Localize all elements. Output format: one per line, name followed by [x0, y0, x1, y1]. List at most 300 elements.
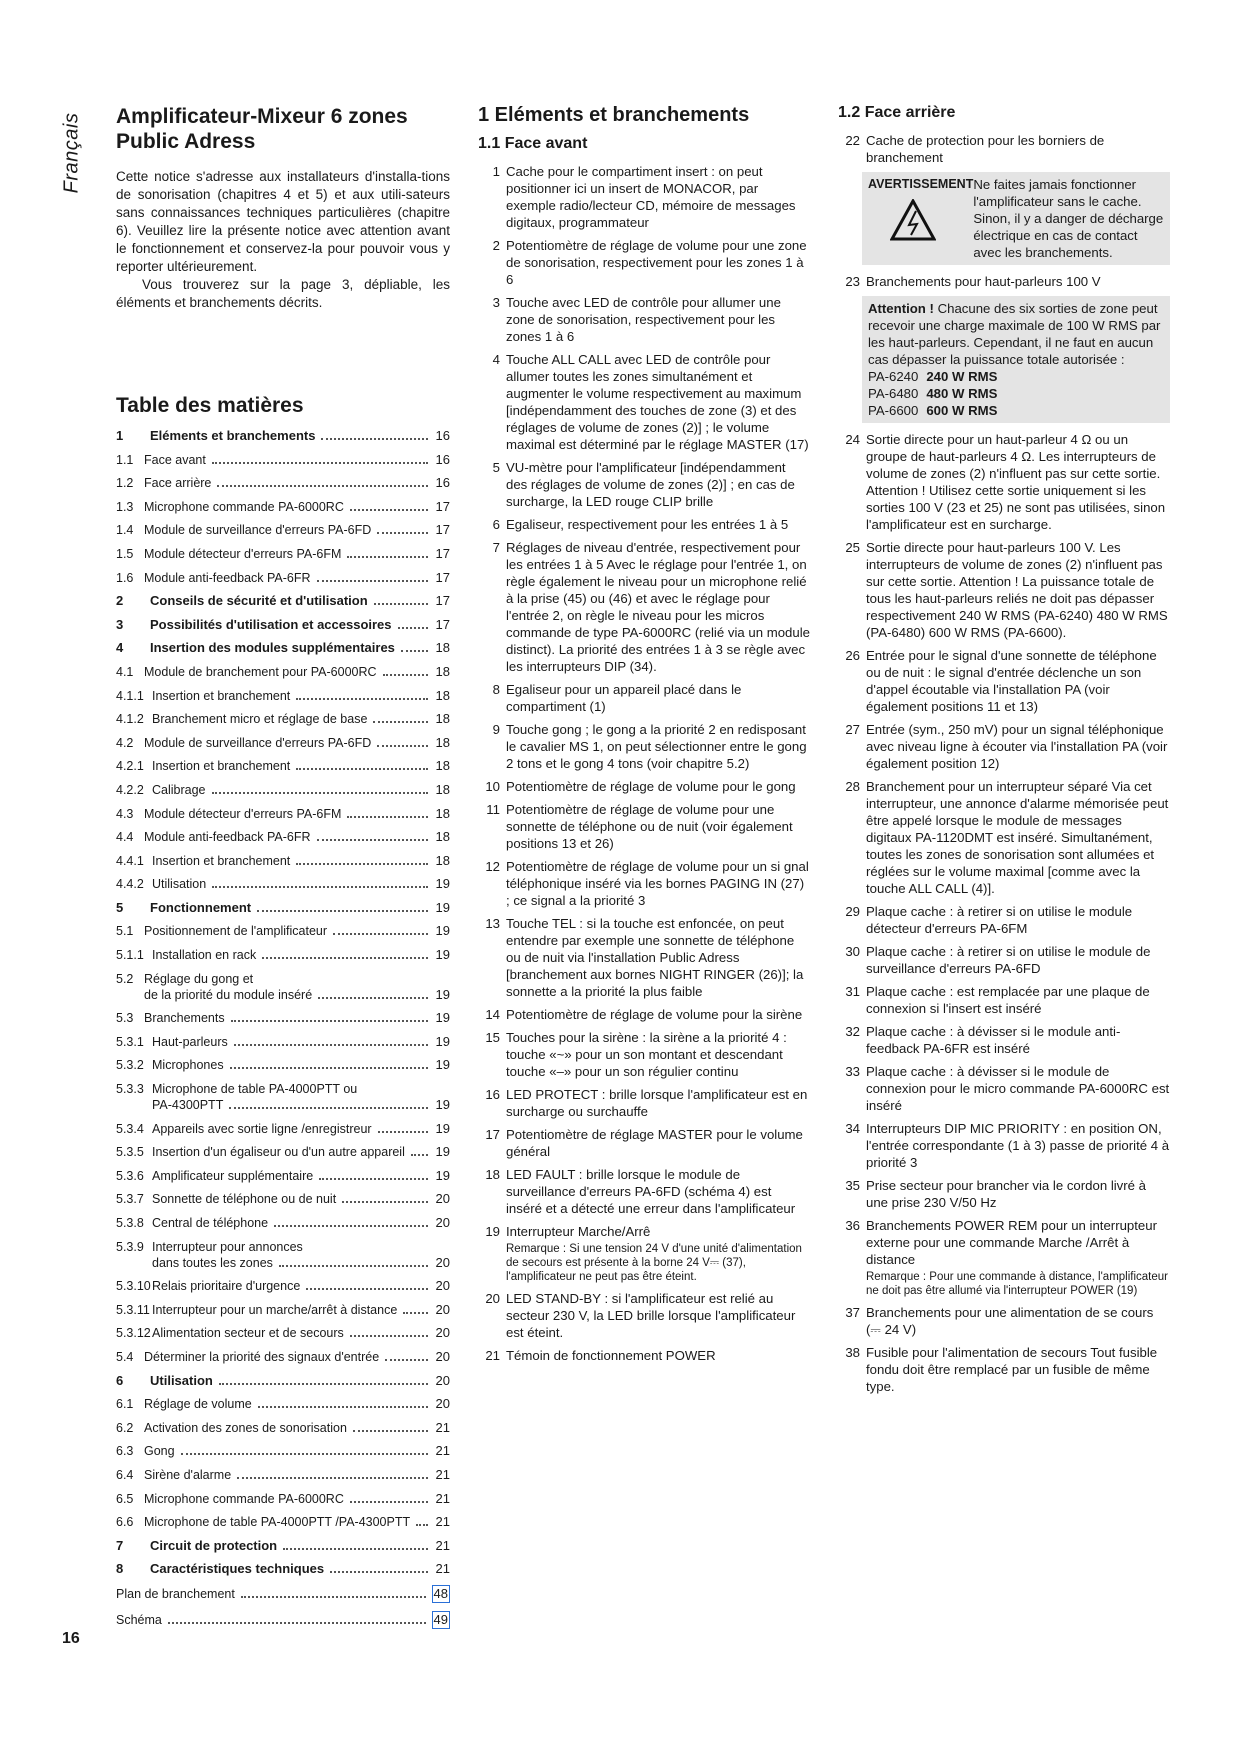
- toc-leader: [350, 509, 428, 511]
- item-body: Potentiomètre de réglage de volume pour une sonnette de téléphone ou de nuit (voir également positions 13 et 26): [506, 802, 793, 851]
- toc-entry-line: [116, 987, 450, 1003]
- toc-num: 1.4: [116, 523, 134, 538]
- list-item: [478, 1223, 810, 1284]
- toc-row: [116, 1034, 450, 1050]
- item-body: Touches pour la sirène : la sirène a la priorité 4 : touche «~» pour un son montant et descendant touche «–» pour un son régulier continu: [506, 1030, 787, 1079]
- list-item: [478, 915, 810, 1000]
- toc-num: 5.3.6: [116, 1168, 144, 1183]
- list-item: [838, 983, 1170, 1017]
- attention-text: Chacune des six sorties de zone peut recevoir une charge maximale de 100 W RMS par les haut-parleurs. Cependant, il ne faut en aucun cas dépasser la puissance totale autorisée :: [868, 301, 1161, 367]
- item-text: [506, 778, 810, 795]
- toc-text: de la priorité du module inséré: [144, 987, 313, 1002]
- list-item: [478, 1086, 810, 1120]
- item-body: Fusible pour l'alimentation de secours Tout fusible fondu doit être remplacé par un fusible de même type.: [866, 1345, 1158, 1394]
- toc-num: 5.3.4: [116, 1121, 144, 1136]
- toc-leader: [237, 1477, 428, 1479]
- toc-text: Utilisation: [150, 1372, 213, 1388]
- item-text: [866, 539, 1170, 641]
- toc-row: [116, 1420, 450, 1436]
- item-body: Cache pour le compartiment insert : on peut positionner ici un insert de MONACOR, par exemple radio/lecteur CD, mémoire de messages digitaux, programmateur: [506, 164, 796, 230]
- toc-text: Gong: [144, 1444, 175, 1459]
- toc-text: Module de surveillance d'erreurs PA-6FD: [144, 523, 372, 538]
- item-text: [866, 1177, 1170, 1211]
- item-number: 2: [492, 238, 500, 253]
- power-value: 240 W RMS: [926, 369, 998, 384]
- item-number: 11: [486, 802, 500, 817]
- toc-page: 17: [435, 522, 450, 538]
- toc-page: 21: [435, 1537, 450, 1553]
- list-item: [478, 1166, 810, 1217]
- item-number: 16: [485, 1087, 500, 1102]
- item-text: [506, 801, 810, 852]
- toc-page: 19: [435, 1010, 450, 1026]
- item-number: 35: [845, 1178, 860, 1193]
- toc-text: Insertion et branchement: [152, 853, 291, 868]
- toc-num: 5.4: [116, 1349, 134, 1364]
- item-number: 9: [492, 722, 500, 737]
- item-number: 37: [845, 1305, 860, 1320]
- item-note: Remarque : Pour une commande à distance, l'amplificateur ne doit pas être allumé via l'interrupteur POWER (19): [866, 1271, 1168, 1297]
- document-title: Amplificateur-Mixeur 6 zones Public Adress: [116, 105, 408, 153]
- toc-row: [116, 1443, 450, 1459]
- toc-leader: [383, 674, 428, 676]
- item-number: 13: [485, 916, 500, 931]
- toc-leader: [231, 1020, 428, 1022]
- item-number: 32: [845, 1024, 860, 1039]
- power-model: PA-6480: [868, 386, 919, 401]
- toc-page: 18: [435, 758, 450, 774]
- toc-text: Déterminer la priorité des signaux d'entrée: [144, 1349, 380, 1364]
- rear-panel-column: [838, 104, 1170, 1401]
- item-text: [506, 459, 810, 510]
- item-body: Potentiomètre de réglage MASTER pour le volume général: [506, 1127, 803, 1159]
- toc-num: 5.2: [116, 971, 134, 986]
- toc-text: Branchements: [144, 1011, 225, 1026]
- toc-num: 6.2: [116, 1420, 134, 1435]
- toc-leader: [181, 1453, 428, 1455]
- item-number: 20: [485, 1291, 500, 1306]
- item-body: Sortie directe pour haut-parleurs 100 V. Les interrupteurs de volume de zones (2) n'influent pas sur cette sortie. Attention ! La puissance totale de tous les haut-parleurs reliés ne doit pas dépasser respectivement 240 W RMS (PA-6240) 480 W RMS (PA-6480) 600 W RMS (PA-6600).: [866, 540, 1168, 640]
- page-number: 16: [62, 1630, 80, 1647]
- toc-text: Module anti-feedback PA-6FR: [144, 570, 311, 585]
- item-text: [506, 516, 810, 533]
- item-number: 14: [485, 1007, 500, 1022]
- language-side-label: Français: [60, 112, 83, 194]
- toc-page: 16: [435, 428, 450, 443]
- power-model: PA-6600: [868, 403, 919, 418]
- toc-page: 20: [435, 1301, 450, 1317]
- toc-leader: [306, 1288, 428, 1290]
- toc-row: [116, 1081, 450, 1113]
- power-model: PA-6240: [868, 369, 919, 384]
- toc-text: Circuit de protection: [150, 1537, 278, 1553]
- item-body: Réglages de niveau d'entrée, respectivement pour les entrées 1 à 5 Avec le réglage pour l'entrée 1, on règle également le niveau pour un microphone relié à la prise (45) ou (46) et avec le réglage pour l'entrée 2, on règle le niveau pour les micros commande de type PA-6000RC (relié via un module distinct). La priorité des entrées 1 à 3 se règle avec les interrupteurs DIP (34).: [506, 540, 810, 674]
- toc-row: [116, 735, 450, 751]
- item-number: 28: [845, 779, 860, 794]
- toc-page: 16: [435, 451, 450, 467]
- toc-leader: [317, 839, 428, 841]
- toc-text: Activation des zones de sonorisation: [144, 1420, 347, 1435]
- toc-row: [116, 593, 450, 609]
- toc-num: 5.3.10: [116, 1279, 151, 1294]
- item-text: [866, 647, 1170, 715]
- toc-leader: [317, 580, 428, 582]
- toc-leader: [212, 792, 428, 794]
- item-body: Plaque cache : à retirer si on utilise le module de surveillance d'erreurs PA-6FD: [866, 944, 1151, 976]
- toc-leader: [296, 863, 428, 865]
- item-body: Potentiomètre de réglage de volume pour une zone de sonorisation, respectivement pour les zones 1 à 6: [506, 238, 807, 287]
- toc-row: [116, 1168, 450, 1184]
- toc-row: [116, 688, 450, 704]
- toc-page: 18: [435, 805, 450, 821]
- toc-leader: [319, 1178, 428, 1180]
- toc-leader: [377, 532, 428, 534]
- toc-num: 4.2.1: [116, 759, 144, 774]
- toc-num: 4.3: [116, 806, 134, 821]
- toc-text: Réglage de volume: [144, 1397, 252, 1412]
- list-item: [478, 459, 810, 510]
- toc-num: 4.4.2: [116, 877, 144, 892]
- toc-leader: [374, 603, 428, 605]
- toc-page: 21: [435, 1419, 450, 1435]
- toc-text: Microphone commande PA-6000RC: [144, 1491, 344, 1506]
- toc-page: 17: [435, 616, 450, 632]
- toc-leader: [378, 1131, 428, 1133]
- toc-row: [116, 499, 450, 515]
- toc-page: 19: [435, 923, 450, 939]
- item-body: VU-mètre pour l'amplificateur [indépendamment des réglages de volume de zones (2)] ; en cas de surcharge, la LED rouge CLIP brille: [506, 460, 795, 509]
- item-number: 36: [845, 1218, 860, 1233]
- item-number: 17: [485, 1127, 500, 1142]
- toc-page: 49: [433, 1611, 448, 1627]
- item-number: 19: [485, 1224, 500, 1239]
- toc-text: Insertion et branchement: [152, 759, 291, 774]
- toc-text: Microphone commande PA-6000RC: [144, 499, 344, 514]
- toc-page: 17: [435, 593, 450, 609]
- toc-text: Eléments et branchements: [150, 428, 316, 443]
- toc-text: Sirène d'alarme: [144, 1467, 232, 1482]
- item-number: 27: [845, 722, 860, 737]
- toc-num: 4.4: [116, 830, 134, 845]
- item-body: Entrée (sym., 250 mV) pour un signal téléphonique avec niveau ligne à écouter via l'installation PA (voir également position 12): [866, 722, 1168, 771]
- toc-num: 5.3.8: [116, 1216, 144, 1230]
- toc-page: 19: [435, 1167, 450, 1183]
- toc-num: 4.1.2: [116, 712, 144, 727]
- power-row: [868, 368, 1164, 385]
- toc-text: Face avant: [144, 452, 206, 467]
- toc-row: [116, 1585, 450, 1603]
- list-item: [838, 1217, 1170, 1298]
- toc-leader: [230, 1067, 428, 1069]
- toc-row: [116, 876, 450, 892]
- toc-page: 20: [435, 1191, 450, 1207]
- item-text: [506, 1126, 810, 1160]
- item-text: [506, 1166, 810, 1217]
- rear-panel-list: [838, 431, 1170, 1395]
- section-title: 1 Eléments et branchements: [478, 104, 750, 126]
- toc-text: Utilisation: [152, 877, 207, 892]
- list-item: [478, 1347, 810, 1364]
- toc-row: [116, 1349, 450, 1365]
- item-number: 15: [485, 1030, 500, 1045]
- toc-leader: [333, 933, 428, 935]
- toc-text: Fonctionnement: [150, 899, 252, 915]
- item-body: Plaque cache : à dévisser si le module anti-feedback PA-6FR est inséré: [866, 1024, 1121, 1056]
- toc-page: 19: [435, 1057, 450, 1073]
- item-body: Plaque cache : à retirer si on utilise le module détecteur d'erreurs PA-6FM: [866, 904, 1133, 936]
- list-item: [478, 778, 810, 795]
- list-item: [838, 431, 1170, 533]
- toc-text: Conseils de sécurité et d'utilisation: [150, 593, 368, 609]
- toc-text: Module anti-feedback PA-6FR: [144, 830, 311, 845]
- toc-leader: [168, 1622, 426, 1624]
- toc-row: [116, 1611, 450, 1629]
- item-body: Branchements POWER REM pour un interrupteur externe pour une commande Marche /Arrêt à distance: [866, 1218, 1157, 1267]
- toc-text: Insertion et branchement: [152, 688, 291, 703]
- toc-num: 5.3.1: [116, 1034, 144, 1049]
- toc-row: [116, 806, 450, 822]
- toc-leader: [262, 957, 428, 959]
- toc-num: 1.5: [116, 546, 134, 561]
- item-number: 3: [492, 295, 500, 310]
- toc-row: [116, 546, 450, 562]
- toc-row: [116, 1467, 450, 1483]
- toc-leader: [229, 1107, 428, 1109]
- toc-leader: [377, 745, 428, 747]
- item-number: 31: [845, 984, 860, 999]
- list-item: [838, 903, 1170, 937]
- toc-page: 20: [435, 1325, 450, 1341]
- list-item: [478, 237, 810, 288]
- toc-leader: [373, 721, 428, 723]
- toc-entry-line: [116, 1097, 450, 1113]
- toc-page: 19: [435, 986, 450, 1002]
- item-number: 8: [492, 682, 500, 697]
- toc-num: 6.4: [116, 1467, 134, 1482]
- toc-page: 20: [435, 1278, 450, 1294]
- list-item: [838, 1063, 1170, 1114]
- item-body: Touche gong ; le gong a la priorité 2 en redisposant le cavalier MS 1, on peut sélectionner entre le gong 2 tons et le gong 4 tons (voir chapitre 5.2): [506, 722, 807, 771]
- intro-column: [116, 104, 450, 1636]
- toc-text: Appareils avec sortie ligne /enregistreur: [152, 1121, 372, 1136]
- list-item: [838, 778, 1170, 897]
- toc-page: 19: [435, 947, 450, 963]
- list-item: [478, 351, 810, 453]
- toc-leader: [385, 1359, 428, 1361]
- item-body: Interrupteurs DIP MIC PRIORITY : en position ON, l'entrée correspondante (1 à 3) passe de priorité 4 à priorité 3: [866, 1121, 1170, 1170]
- toc-num: 1.3: [116, 499, 134, 514]
- item-body: Plaque cache : à dévisser si le module de connexion pour le micro commande PA-6000RC est inséré: [866, 1064, 1170, 1113]
- toc-num: 5.3.2: [116, 1058, 144, 1073]
- list-item: [838, 943, 1170, 977]
- toc-leader: [401, 650, 428, 652]
- list-item: [478, 1006, 810, 1023]
- toc-leader: [318, 997, 428, 999]
- item-text: [506, 163, 810, 231]
- front-panel-list: [478, 163, 810, 1364]
- item-text: [506, 681, 810, 715]
- item-number: 29: [845, 904, 860, 919]
- toc-leader: [219, 1383, 428, 1385]
- item-text: [506, 1086, 810, 1120]
- toc-page: 19: [435, 1097, 450, 1113]
- item-number: 33: [845, 1064, 860, 1079]
- toc-row: [116, 1057, 450, 1073]
- toc-num: 4.1.1: [116, 688, 144, 703]
- item-number: 34: [845, 1121, 860, 1136]
- toc-text: Face arrière: [144, 476, 212, 491]
- toc-leader: [350, 1335, 428, 1337]
- toc-text: Module de branchement pour PA-6000RC: [144, 664, 377, 679]
- item-body: Potentiomètre de réglage de volume pour un si gnal téléphonique inséré via les bornes PAGING IN (27) ; ce signal a la priorité 3: [506, 859, 809, 908]
- item-text: [506, 237, 810, 288]
- toc-row: [116, 782, 450, 798]
- toc-text: Positionnement de l'amplificateur: [144, 924, 328, 939]
- item-body: Touche ALL CALL avec LED de contrôle pour allumer toutes les zones simultanément et augmenter le volume respectivement au maximum [indépendamment des touches de zone (3) et des réglages de volume de zones (2)] ; le volume maximal est déterminé par le réglage MASTER (17): [506, 352, 809, 452]
- attention-label: Attention !: [868, 301, 934, 316]
- toc-row: [116, 853, 450, 869]
- toc-leader: [212, 886, 428, 888]
- toc-leader: [416, 1524, 428, 1526]
- item-body: LED STAND-BY : si l'amplificateur est relié au secteur 230 V, la LED brille lorsque l'amplificateur est éteint.: [506, 1291, 796, 1340]
- toc-page: 19: [435, 899, 450, 915]
- toc-text: Réglage du gong et: [144, 971, 254, 986]
- toc-entry-line: [116, 1081, 450, 1097]
- toc-leader: [274, 1225, 428, 1227]
- item-text: [506, 1290, 810, 1341]
- item-body: Entrée pour le signal d'une sonnette de téléphone ou de nuit : le signal d'entrée déclenche un son d'appel écoutable via l'installation PA (voir également positions 11 et 13): [866, 648, 1157, 714]
- toc-leader: [296, 768, 428, 770]
- item-text: [506, 294, 810, 345]
- toc-num: 5.3.7: [116, 1192, 144, 1207]
- toc-num: 1.6: [116, 570, 134, 585]
- item-text: [866, 1023, 1170, 1057]
- toc-num: 6.6: [116, 1515, 134, 1530]
- item-text: [866, 983, 1170, 1017]
- toc-entry-line: [116, 1255, 450, 1271]
- toc-row: [116, 640, 450, 656]
- list-item: [478, 163, 810, 231]
- toc-num: 4.2: [116, 735, 134, 750]
- toc-num: 5.3.9: [116, 1239, 144, 1254]
- toc-row: [116, 1121, 450, 1137]
- item-text: [506, 1006, 810, 1023]
- toc-row: [116, 1561, 450, 1577]
- toc-row: [116, 570, 450, 586]
- toc-row: [116, 617, 450, 633]
- toc-text: Sonnette de téléphone ou de nuit: [152, 1192, 337, 1207]
- list-item: [838, 1177, 1170, 1211]
- toc-page: 19: [435, 1120, 450, 1136]
- toc-leader: [241, 1596, 426, 1598]
- item-body: Touche avec LED de contrôle pour allumer une zone de sonorisation, respectivement pour les zones 1 à 6: [506, 295, 781, 344]
- toc-num: 4.4.1: [116, 853, 144, 868]
- item-number: 38: [845, 1345, 860, 1360]
- toc-page: 19: [435, 1144, 450, 1160]
- toc-row: [116, 1538, 450, 1554]
- toc-num: 2: [116, 593, 124, 609]
- toc-page: 21: [435, 1443, 450, 1459]
- item-text: [506, 1223, 810, 1284]
- toc-num: 1.2: [116, 476, 134, 491]
- toc-leader: [347, 556, 428, 558]
- toc-num: 3: [116, 616, 124, 632]
- toc-num: 5.1.1: [116, 948, 144, 963]
- list-item: [478, 294, 810, 345]
- toc-row: [116, 1514, 450, 1530]
- item-number: 5: [492, 460, 500, 475]
- toc-leader: [411, 1154, 428, 1156]
- power-table: [868, 368, 1164, 419]
- toc-row: [116, 971, 450, 1003]
- warning-triangle-icon: [868, 176, 973, 261]
- item-text: [506, 858, 810, 909]
- item-body: Prise secteur pour brancher via le cordon livré à une prise 230 V/50 Hz: [866, 1178, 1147, 1210]
- toc-entry-line: [116, 1239, 450, 1255]
- item-text: [866, 778, 1170, 897]
- list-item: 22 Cache de protection pour les borniers de branchement: [845, 133, 1105, 165]
- toc-page: 18: [435, 734, 450, 750]
- toc-title: Table des matières: [116, 394, 304, 417]
- toc-row: [116, 758, 450, 774]
- item-body: LED PROTECT : brille lorsque l'amplificateur est en surcharge ou surchauffe: [506, 1087, 808, 1119]
- toc-page: 18: [435, 711, 450, 727]
- toc-text: Module détecteur d'erreurs PA-6FM: [144, 806, 342, 821]
- item-number: 4: [492, 352, 500, 367]
- toc-text: Insertion des modules supplémentaires: [150, 640, 395, 656]
- item-text: [866, 903, 1170, 937]
- list-item: [838, 647, 1170, 715]
- toc-row: [116, 1302, 450, 1318]
- toc-page: 20: [435, 1254, 450, 1270]
- toc-num: 5.3.12: [116, 1326, 151, 1341]
- toc-num: 5.1: [116, 924, 134, 939]
- power-row: [868, 402, 1164, 419]
- toc-text: Plan de branchement: [116, 1586, 235, 1601]
- intro-paragraph-2: Vous trouverez sur la page 3, dépliable, les éléments et branchements décrits.: [116, 277, 450, 310]
- toc-num: 5: [116, 899, 124, 915]
- toc-row: [116, 475, 450, 491]
- list-item: [838, 1120, 1170, 1171]
- item-body: Branchement pour un interrupteur séparé Via cet interrupteur, une annonce d'alarme mémorisée peut être appelé lorsque le module de messages digitaux PA-1120DMT est inséré. Simultanément, toutes les zones de sonorisation sont allumées et réglées sur le volume maximal [comme avec la touche ALL CALL (4)].: [866, 779, 1169, 896]
- item-number: 6: [492, 517, 500, 532]
- list-item: [838, 539, 1170, 641]
- table-of-contents: [116, 428, 450, 1629]
- toc-page: 18: [435, 829, 450, 845]
- item-text: [866, 1304, 1170, 1338]
- toc-text: Schéma: [116, 1612, 162, 1627]
- subsection-title-rear: 1.2 Face arrière: [838, 104, 956, 121]
- toc-num: 5.3.5: [116, 1145, 144, 1160]
- toc-text: Microphone de table PA-4000PTT /PA-4300PTT: [144, 1515, 411, 1530]
- toc-row: [116, 711, 450, 727]
- toc-num: 1: [116, 428, 124, 443]
- toc-row: [116, 1325, 450, 1341]
- toc-num: 6.5: [116, 1491, 134, 1506]
- item-text: [866, 431, 1170, 533]
- item-body: Potentiomètre de réglage de volume pour le gong: [506, 779, 796, 794]
- toc-leader: [283, 1548, 428, 1550]
- item-number: 24: [845, 432, 860, 447]
- toc-leader: [350, 1501, 428, 1503]
- toc-page: 18: [435, 663, 450, 679]
- toc-row: [116, 1373, 450, 1389]
- toc-num: 6.1: [116, 1397, 134, 1412]
- toc-page: 21: [435, 1561, 450, 1577]
- warning-box: [862, 172, 1170, 265]
- toc-row: [116, 428, 450, 444]
- toc-page: 48: [433, 1585, 448, 1601]
